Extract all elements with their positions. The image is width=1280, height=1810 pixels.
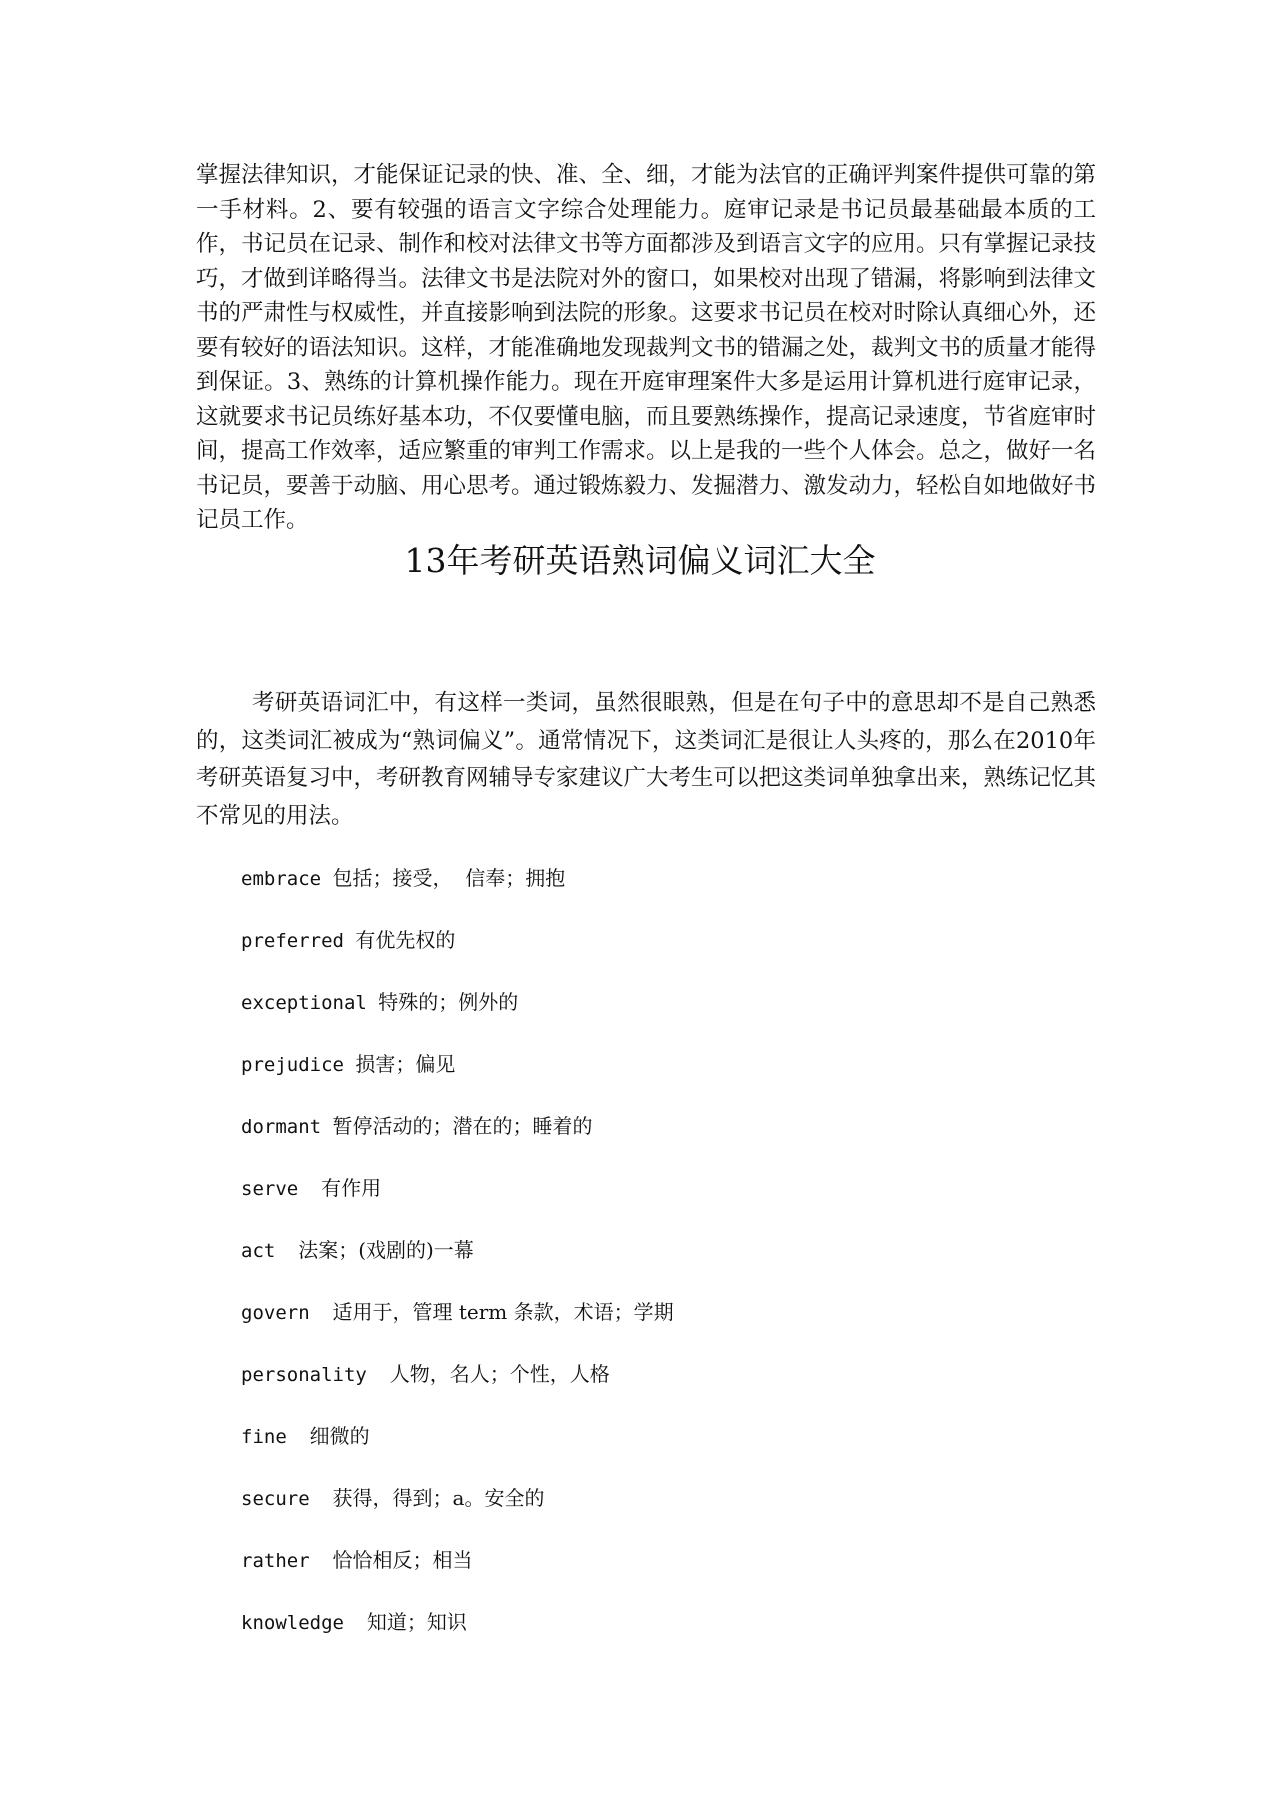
vocab-item [241, 1108, 674, 1170]
vocab-item [241, 1170, 674, 1232]
vocab-word: secure [241, 1488, 333, 1510]
vocab-meaning: 有优先权的 [355, 928, 456, 952]
vocabulary-list [241, 860, 674, 1666]
vocab-meaning: 损害；偏见 [355, 1052, 456, 1076]
vocab-meaning: 获得，得到；a。安全的 [332, 1486, 545, 1510]
vocab-meaning: 有作用 [321, 1176, 382, 1200]
vocab-meaning: 细微的 [309, 1424, 370, 1448]
vocab-meaning: 暂停活动的；潜在的；睡着的 [332, 1114, 593, 1138]
intro-paragraph: 考研英语词汇中，有这样一类词，虽然很眼熟，但是在句子中的意思却不是自己熟悉的，这类词汇被成为“熟词偏义”。通常情况下，这类词汇是很让人头疼的，那么在2010年考研英语复习中，考研教育网辅导专家建议广大考生可以把这类词单独拿出来，熟练记忆其不常见的用法。 [196, 690, 1097, 829]
vocab-item [241, 1046, 674, 1108]
vocab-word: act [241, 1240, 299, 1262]
vocab-word: personality [241, 1364, 390, 1386]
vocab-item [241, 984, 674, 1046]
body-paragraph: 掌握法律知识，才能保证记录的快、准、全、细，才能为法官的正确评判案件提供可靠的第一手材料。2、要有较强的语言文字综合处理能力。庭审记录是书记员最基础最本质的工作，书记员在记录、制作和校对法律文书等方面都涉及到语言文字的应用。只有掌握记录技巧，才做到详略得当。法律文书是法院对外的窗口，如果校对出现了错漏，将影响到法律文书的严肃性与权威性，并直接影响到法院的形象。这要求书记员在校对时除认真细心外，还要有较好的语法知识。这样，才能准确地发现裁判文书的错漏之处，裁判文书的质量才能得到保证。3、熟练的计算机操作能力。现在开庭审理案件大多是运用计算机进行庭审记录，这就要求书记员练好基本功，不仅要懂电脑，而且要熟练操作，提高记录速度，节省庭审时间，提高工作效率，适应繁重的审判工作需求。以上是我的一些个人体会。总之，做好一名书记员，要善于动脑、用心思考。通过锻炼毅力、发掘潜力、激发动力，轻松自如地做好书记员工作。 [196, 162, 1097, 533]
vocab-item [241, 1604, 674, 1666]
vocab-word: preferred [241, 930, 356, 952]
vocab-item [241, 1232, 674, 1294]
vocab-item [241, 1356, 674, 1418]
vocab-word: exceptional [241, 992, 379, 1014]
vocab-item [241, 860, 674, 922]
vocab-item [241, 1480, 674, 1542]
vocab-word: govern [241, 1302, 333, 1324]
vocab-meaning: 特殊的；例外的 [378, 990, 519, 1014]
vocab-word: embrace [241, 868, 333, 890]
vocab-meaning: 人物，名人；个性，人格 [389, 1362, 610, 1386]
vocab-item [241, 1418, 674, 1480]
vocab-meaning: 适用于，管理 term 条款，术语；学期 [332, 1300, 674, 1324]
vocab-word: rather [241, 1550, 333, 1572]
vocab-item [241, 922, 674, 984]
vocab-item [241, 1294, 674, 1356]
document-title: 13年考研英语熟词偏义词汇大全 [404, 541, 876, 580]
vocab-meaning: 包括；接受， 信奉；拥抱 [332, 866, 566, 890]
vocab-meaning: 知道；知识 [366, 1610, 467, 1634]
vocab-word: serve [241, 1178, 322, 1200]
vocab-word: fine [241, 1426, 310, 1448]
vocab-meaning: 恰恰相反；相当 [332, 1548, 473, 1572]
vocab-meaning: 法案；(戏剧的)一幕 [298, 1238, 474, 1262]
vocab-word: knowledge [241, 1612, 367, 1634]
vocab-item [241, 1542, 674, 1604]
vocab-word: prejudice [241, 1054, 356, 1076]
vocab-word: dormant [241, 1116, 333, 1138]
